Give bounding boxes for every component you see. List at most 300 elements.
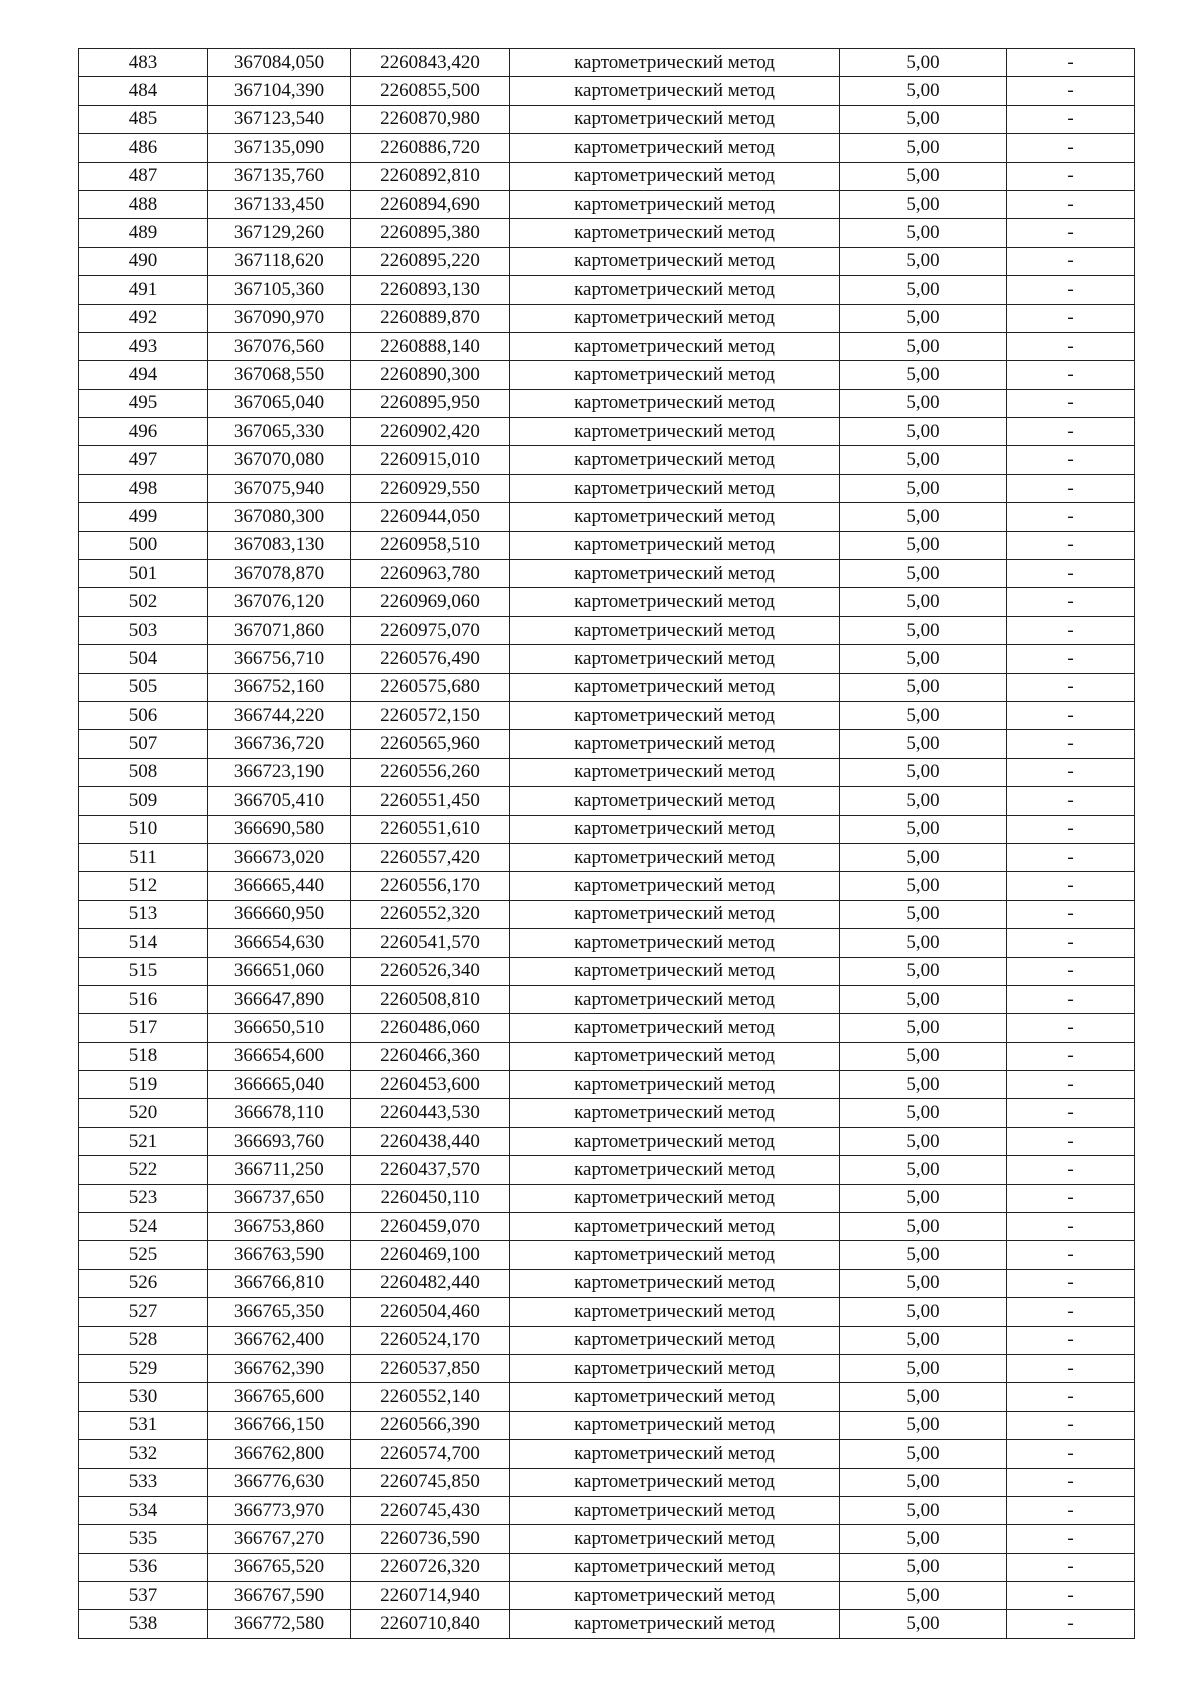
table-row [79,616,1135,644]
coordinate-x-cell: 366765,600 [208,1383,351,1411]
coordinate-y-cell: 2260843,420 [351,49,510,77]
point-number-cell: 497 [79,446,208,474]
point-number-cell: 505 [79,673,208,701]
method-cell: картометрический метод [510,1440,840,1468]
method-cell: картометрический метод [510,219,840,247]
table-row [79,1213,1135,1241]
table-row [79,134,1135,162]
coordinate-x-cell: 366767,590 [208,1582,351,1610]
table-row [79,304,1135,332]
description-cell: - [1007,1298,1135,1326]
method-cell: картометрический метод [510,645,840,673]
method-cell: картометрический метод [510,332,840,360]
coordinate-x-cell: 366711,250 [208,1156,351,1184]
coordinate-x-cell: 366766,810 [208,1269,351,1297]
method-cell: картометрический метод [510,616,840,644]
coordinate-y-cell: 2260575,680 [351,673,510,701]
point-number-cell: 495 [79,389,208,417]
method-cell: картометрический метод [510,1127,840,1155]
accuracy-cell: 5,00 [840,1269,1007,1297]
table-row [79,1127,1135,1155]
description-cell: - [1007,588,1135,616]
point-number-cell: 533 [79,1468,208,1496]
point-number-cell: 536 [79,1553,208,1581]
description-cell: - [1007,1354,1135,1382]
accuracy-cell: 5,00 [840,1099,1007,1127]
table-row [79,1184,1135,1212]
coordinate-x-cell: 366737,650 [208,1184,351,1212]
description-cell: - [1007,1468,1135,1496]
coordinate-x-cell: 367135,090 [208,134,351,162]
point-number-cell: 515 [79,957,208,985]
accuracy-cell: 5,00 [840,730,1007,758]
coordinate-x-cell: 366763,590 [208,1241,351,1269]
coordinate-x-cell: 367135,760 [208,162,351,190]
method-cell: картометрический метод [510,900,840,928]
coordinate-x-cell: 367123,540 [208,105,351,133]
point-number-cell: 519 [79,1071,208,1099]
point-number-cell: 522 [79,1156,208,1184]
point-number-cell: 531 [79,1411,208,1439]
coordinate-x-cell: 366752,160 [208,673,351,701]
method-cell: картометрический метод [510,758,840,786]
coordinate-y-cell: 2260574,700 [351,1440,510,1468]
method-cell: картометрический метод [510,1269,840,1297]
table-row [79,985,1135,1013]
accuracy-cell: 5,00 [840,701,1007,729]
accuracy-cell: 5,00 [840,1383,1007,1411]
description-cell: - [1007,730,1135,758]
coordinate-x-cell: 366705,410 [208,787,351,815]
accuracy-cell: 5,00 [840,1468,1007,1496]
description-cell: - [1007,1496,1135,1524]
table-row [79,1298,1135,1326]
table-row [79,247,1135,275]
table-row [79,1610,1135,1638]
coordinate-y-cell: 2260556,170 [351,872,510,900]
method-cell: картометрический метод [510,247,840,275]
point-number-cell: 520 [79,1099,208,1127]
accuracy-cell: 5,00 [840,957,1007,985]
coordinate-y-cell: 2260895,220 [351,247,510,275]
table-row [79,219,1135,247]
coordinate-y-cell: 2260969,060 [351,588,510,616]
description-cell: - [1007,900,1135,928]
point-number-cell: 500 [79,531,208,559]
coordinate-x-cell: 366660,950 [208,900,351,928]
description-cell: - [1007,1553,1135,1581]
description-cell: - [1007,1269,1135,1297]
point-number-cell: 537 [79,1582,208,1610]
coordinate-x-cell: 367068,550 [208,361,351,389]
coordinate-x-cell: 367065,040 [208,389,351,417]
description-cell: - [1007,361,1135,389]
method-cell: картометрический метод [510,1099,840,1127]
coordinate-x-cell: 366647,890 [208,985,351,1013]
description-cell: - [1007,560,1135,588]
accuracy-cell: 5,00 [840,758,1007,786]
point-number-cell: 523 [79,1184,208,1212]
description-cell: - [1007,616,1135,644]
table-row [79,49,1135,77]
table-row [79,843,1135,871]
method-cell: картометрический метод [510,1213,840,1241]
coordinate-y-cell: 2260552,140 [351,1383,510,1411]
accuracy-cell: 5,00 [840,843,1007,871]
point-number-cell: 506 [79,701,208,729]
point-number-cell: 493 [79,332,208,360]
description-cell: - [1007,332,1135,360]
accuracy-cell: 5,00 [840,304,1007,332]
description-cell: - [1007,162,1135,190]
description-cell: - [1007,77,1135,105]
description-cell: - [1007,190,1135,218]
coordinate-x-cell: 367076,560 [208,332,351,360]
point-number-cell: 532 [79,1440,208,1468]
table-row [79,474,1135,502]
accuracy-cell: 5,00 [840,1496,1007,1524]
coordinate-y-cell: 2260438,440 [351,1127,510,1155]
table-row [79,701,1135,729]
coordinate-y-cell: 2260915,010 [351,446,510,474]
accuracy-cell: 5,00 [840,105,1007,133]
coordinate-y-cell: 2260855,500 [351,77,510,105]
accuracy-cell: 5,00 [840,1014,1007,1042]
accuracy-cell: 5,00 [840,1411,1007,1439]
method-cell: картометрический метод [510,1241,840,1269]
accuracy-cell: 5,00 [840,815,1007,843]
description-cell: - [1007,389,1135,417]
point-number-cell: 514 [79,929,208,957]
accuracy-cell: 5,00 [840,1213,1007,1241]
accuracy-cell: 5,00 [840,446,1007,474]
description-cell: - [1007,1213,1135,1241]
point-number-cell: 530 [79,1383,208,1411]
method-cell: картометрический метод [510,1582,840,1610]
point-number-cell: 490 [79,247,208,275]
coordinate-y-cell: 2260745,850 [351,1468,510,1496]
method-cell: картометрический метод [510,588,840,616]
accuracy-cell: 5,00 [840,1042,1007,1070]
coordinate-x-cell: 366767,270 [208,1525,351,1553]
point-number-cell: 518 [79,1042,208,1070]
accuracy-cell: 5,00 [840,531,1007,559]
table-row [79,389,1135,417]
description-cell: - [1007,645,1135,673]
description-cell: - [1007,815,1135,843]
point-number-cell: 503 [79,616,208,644]
method-cell: картометрический метод [510,929,840,957]
coordinate-y-cell: 2260893,130 [351,276,510,304]
coordinate-x-cell: 366665,440 [208,872,351,900]
description-cell: - [1007,1525,1135,1553]
point-number-cell: 486 [79,134,208,162]
coordinate-x-cell: 367075,940 [208,474,351,502]
table-row [79,1099,1135,1127]
table-row [79,1496,1135,1524]
coordinate-x-cell: 366773,970 [208,1496,351,1524]
description-cell: - [1007,1099,1135,1127]
table-row [79,673,1135,701]
point-number-cell: 525 [79,1241,208,1269]
point-number-cell: 484 [79,77,208,105]
method-cell: картометрический метод [510,843,840,871]
description-cell: - [1007,1440,1135,1468]
point-number-cell: 516 [79,985,208,1013]
accuracy-cell: 5,00 [840,1156,1007,1184]
table-row [79,1411,1135,1439]
table-row [79,332,1135,360]
accuracy-cell: 5,00 [840,49,1007,77]
coordinate-x-cell: 367118,620 [208,247,351,275]
accuracy-cell: 5,00 [840,503,1007,531]
coordinate-y-cell: 2260736,590 [351,1525,510,1553]
method-cell: картометрический метод [510,503,840,531]
accuracy-cell: 5,00 [840,332,1007,360]
description-cell: - [1007,1156,1135,1184]
coordinate-y-cell: 2260482,440 [351,1269,510,1297]
coordinate-y-cell: 2260895,380 [351,219,510,247]
point-number-cell: 502 [79,588,208,616]
method-cell: картометрический метод [510,872,840,900]
point-number-cell: 496 [79,418,208,446]
coordinate-y-cell: 2260551,450 [351,787,510,815]
description-cell: - [1007,1582,1135,1610]
coordinate-x-cell: 367080,300 [208,503,351,531]
coordinate-x-cell: 366654,600 [208,1042,351,1070]
method-cell: картометрический метод [510,531,840,559]
method-cell: картометрический метод [510,701,840,729]
accuracy-cell: 5,00 [840,1525,1007,1553]
coordinate-x-cell: 366765,520 [208,1553,351,1581]
coordinate-y-cell: 2260889,870 [351,304,510,332]
coordinate-x-cell: 366665,040 [208,1071,351,1099]
method-cell: картометрический метод [510,134,840,162]
coordinate-x-cell: 366765,350 [208,1298,351,1326]
method-cell: картометрический метод [510,787,840,815]
point-number-cell: 508 [79,758,208,786]
point-number-cell: 485 [79,105,208,133]
point-number-cell: 526 [79,1269,208,1297]
description-cell: - [1007,758,1135,786]
description-cell: - [1007,105,1135,133]
method-cell: картометрический метод [510,815,840,843]
description-cell: - [1007,49,1135,77]
method-cell: картометрический метод [510,276,840,304]
method-cell: картометрический метод [510,190,840,218]
accuracy-cell: 5,00 [840,162,1007,190]
description-cell: - [1007,1184,1135,1212]
point-number-cell: 491 [79,276,208,304]
coordinate-y-cell: 2260466,360 [351,1042,510,1070]
coordinate-y-cell: 2260524,170 [351,1326,510,1354]
coordinate-x-cell: 366762,800 [208,1440,351,1468]
accuracy-cell: 5,00 [840,1071,1007,1099]
description-cell: - [1007,929,1135,957]
coordinate-y-cell: 2260870,980 [351,105,510,133]
coordinate-y-cell: 2260551,610 [351,815,510,843]
table-row [79,1468,1135,1496]
accuracy-cell: 5,00 [840,247,1007,275]
coordinate-y-cell: 2260565,960 [351,730,510,758]
accuracy-cell: 5,00 [840,361,1007,389]
method-cell: картометрический метод [510,1383,840,1411]
point-number-cell: 528 [79,1326,208,1354]
table-row [79,1042,1135,1070]
accuracy-cell: 5,00 [840,474,1007,502]
coordinate-y-cell: 2260714,940 [351,1582,510,1610]
accuracy-cell: 5,00 [840,900,1007,928]
method-cell: картометрический метод [510,418,840,446]
table-row [79,1553,1135,1581]
coordinate-y-cell: 2260726,320 [351,1553,510,1581]
description-cell: - [1007,1610,1135,1638]
table-row [79,645,1135,673]
table-row [79,105,1135,133]
point-number-cell: 509 [79,787,208,815]
method-cell: картометрический метод [510,985,840,1013]
coordinate-y-cell: 2260552,320 [351,900,510,928]
description-cell: - [1007,134,1135,162]
method-cell: картометрический метод [510,1553,840,1581]
description-cell: - [1007,276,1135,304]
coordinate-y-cell: 2260572,150 [351,701,510,729]
method-cell: картометрический метод [510,1156,840,1184]
method-cell: картометрический метод [510,1042,840,1070]
point-number-cell: 498 [79,474,208,502]
point-number-cell: 492 [79,304,208,332]
method-cell: картометрический метод [510,730,840,758]
coordinate-y-cell: 2260443,530 [351,1099,510,1127]
coordinate-y-cell: 2260453,600 [351,1071,510,1099]
method-cell: картометрический метод [510,1610,840,1638]
coordinate-y-cell: 2260566,390 [351,1411,510,1439]
description-cell: - [1007,1071,1135,1099]
method-cell: картометрический метод [510,673,840,701]
description-cell: - [1007,503,1135,531]
accuracy-cell: 5,00 [840,787,1007,815]
coordinate-y-cell: 2260486,060 [351,1014,510,1042]
accuracy-cell: 5,00 [840,1127,1007,1155]
method-cell: картометрический метод [510,1468,840,1496]
coordinate-y-cell: 2260557,420 [351,843,510,871]
coordinate-x-cell: 367083,130 [208,531,351,559]
method-cell: картометрический метод [510,474,840,502]
description-cell: - [1007,872,1135,900]
point-number-cell: 488 [79,190,208,218]
coordinate-x-cell: 367071,860 [208,616,351,644]
accuracy-cell: 5,00 [840,616,1007,644]
description-cell: - [1007,474,1135,502]
table-row [79,758,1135,786]
method-cell: картометрический метод [510,49,840,77]
point-number-cell: 511 [79,843,208,871]
coordinate-y-cell: 2260975,070 [351,616,510,644]
table-row [79,900,1135,928]
accuracy-cell: 5,00 [840,77,1007,105]
coordinate-x-cell: 366772,580 [208,1610,351,1638]
table-row [79,1440,1135,1468]
accuracy-cell: 5,00 [840,673,1007,701]
coordinate-x-cell: 367078,870 [208,560,351,588]
point-number-cell: 527 [79,1298,208,1326]
accuracy-cell: 5,00 [840,1553,1007,1581]
table-row [79,503,1135,531]
method-cell: картометрический метод [510,162,840,190]
table-row [79,162,1135,190]
point-number-cell: 499 [79,503,208,531]
point-number-cell: 501 [79,560,208,588]
point-number-cell: 534 [79,1496,208,1524]
coordinate-x-cell: 366756,710 [208,645,351,673]
table-row [79,361,1135,389]
description-cell: - [1007,1241,1135,1269]
table-row [79,446,1135,474]
coordinate-x-cell: 366736,720 [208,730,351,758]
coordinate-y-cell: 2260537,850 [351,1354,510,1382]
coordinate-x-cell: 366766,150 [208,1411,351,1439]
point-number-cell: 529 [79,1354,208,1382]
coordinate-y-cell: 2260958,510 [351,531,510,559]
coordinate-x-cell: 366654,630 [208,929,351,957]
accuracy-cell: 5,00 [840,1610,1007,1638]
accuracy-cell: 5,00 [840,1298,1007,1326]
description-cell: - [1007,1326,1135,1354]
table-row [79,929,1135,957]
table-row [79,1071,1135,1099]
table-row [79,1525,1135,1553]
method-cell: картометрический метод [510,1496,840,1524]
coordinate-y-cell: 2260437,570 [351,1156,510,1184]
method-cell: картометрический метод [510,1525,840,1553]
coordinates-table-body [79,49,1135,1639]
coordinate-x-cell: 366776,630 [208,1468,351,1496]
method-cell: картометрический метод [510,304,840,332]
method-cell: картометрический метод [510,957,840,985]
table-row [79,588,1135,616]
point-number-cell: 521 [79,1127,208,1155]
coordinate-y-cell: 2260963,780 [351,560,510,588]
accuracy-cell: 5,00 [840,1241,1007,1269]
table-row [79,1241,1135,1269]
coordinate-x-cell: 367133,450 [208,190,351,218]
description-cell: - [1007,957,1135,985]
description-cell: - [1007,673,1135,701]
point-number-cell: 538 [79,1610,208,1638]
description-cell: - [1007,985,1135,1013]
coordinate-x-cell: 367104,390 [208,77,351,105]
table-row [79,77,1135,105]
accuracy-cell: 5,00 [840,929,1007,957]
coordinate-x-cell: 366723,190 [208,758,351,786]
table-row [79,276,1135,304]
accuracy-cell: 5,00 [840,560,1007,588]
description-cell: - [1007,446,1135,474]
description-cell: - [1007,304,1135,332]
accuracy-cell: 5,00 [840,389,1007,417]
accuracy-cell: 5,00 [840,219,1007,247]
coordinate-x-cell: 367105,360 [208,276,351,304]
description-cell: - [1007,531,1135,559]
table-row [79,1354,1135,1382]
point-number-cell: 507 [79,730,208,758]
point-number-cell: 483 [79,49,208,77]
table-row [79,418,1135,446]
coordinate-y-cell: 2260469,100 [351,1241,510,1269]
coordinate-y-cell: 2260745,430 [351,1496,510,1524]
accuracy-cell: 5,00 [840,418,1007,446]
table-row [79,1582,1135,1610]
